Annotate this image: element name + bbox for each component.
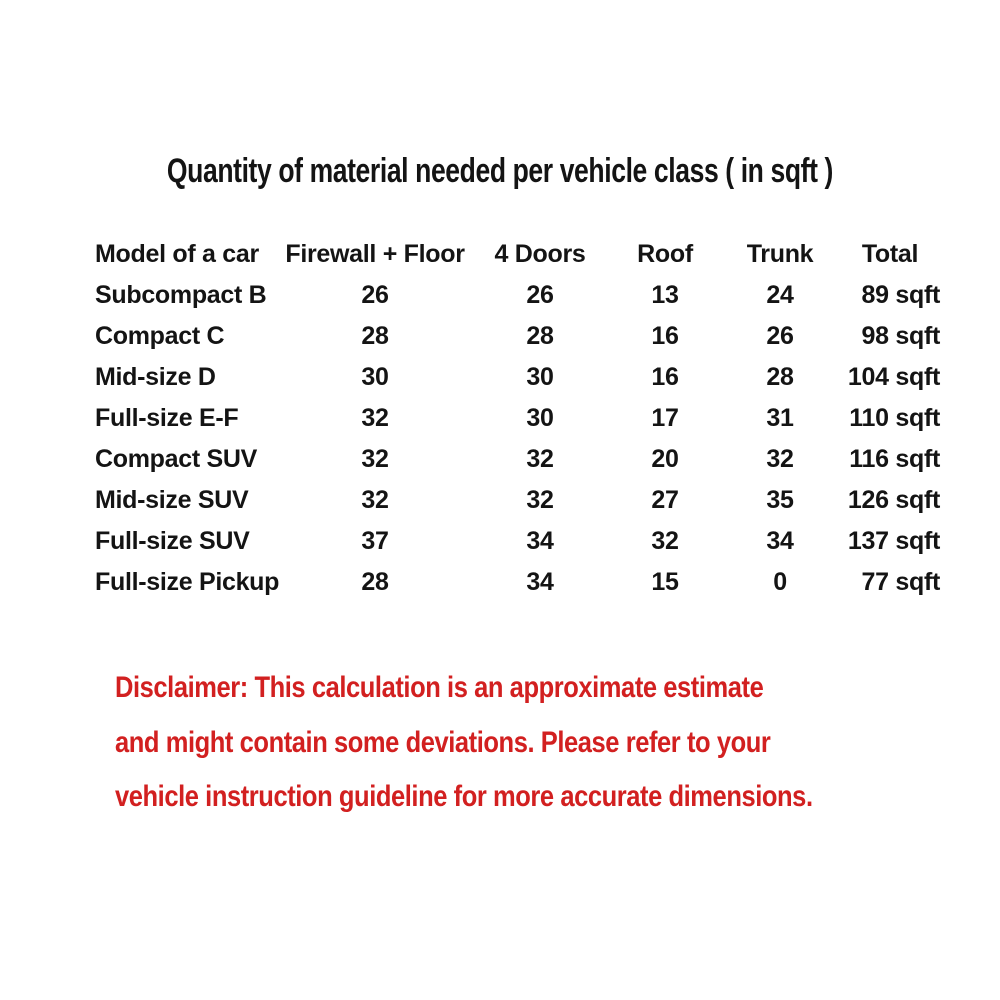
- cell-trunk: 26: [766, 322, 794, 350]
- cell-trunk: 28: [766, 363, 794, 391]
- disclaimer-line: [115, 661, 1000, 716]
- cell-total: 137 sqft: [847, 527, 940, 555]
- cell-4-doors: 26: [526, 281, 554, 309]
- cell-firewall-floor: 28: [361, 322, 389, 350]
- cell-trunk: 31: [766, 404, 794, 432]
- cell-total: 116 sqft: [849, 445, 940, 473]
- cell-total: 104 sqft: [847, 363, 940, 391]
- cell-4-doors: 28: [526, 322, 554, 350]
- material-quantity-table: [95, 234, 940, 603]
- cell-model: Full-size Pickup: [95, 568, 280, 596]
- table-row: [95, 480, 940, 521]
- cell-model: Mid-size D: [95, 363, 216, 391]
- cell-4-doors: 32: [526, 445, 554, 473]
- column-header-roof: Roof: [637, 240, 693, 268]
- disclaimer-line: [115, 716, 1000, 771]
- cell-firewall-floor: 30: [361, 363, 389, 391]
- column-header-4-doors: 4 Doors: [494, 240, 586, 268]
- cell-firewall-floor: 28: [361, 568, 389, 596]
- column-header-trunk: Trunk: [746, 240, 814, 268]
- cell-4-doors: 34: [526, 568, 554, 596]
- cell-total: 126 sqft: [847, 486, 940, 514]
- cell-total: 77 sqft: [861, 568, 940, 596]
- cell-firewall-floor: 32: [361, 445, 389, 473]
- cell-total: 98 sqft: [861, 322, 940, 350]
- table-row: [95, 521, 940, 562]
- cell-firewall-floor: 32: [361, 404, 389, 432]
- cell-roof: 16: [651, 363, 679, 391]
- cell-roof: 27: [651, 486, 679, 514]
- cell-model: Subcompact B: [95, 281, 267, 309]
- table-row: [95, 275, 940, 316]
- cell-4-doors: 30: [526, 363, 554, 391]
- table-header-row: [95, 234, 940, 275]
- cell-model: Full-size SUV: [95, 527, 250, 555]
- column-header-model: Model of a car: [95, 240, 259, 268]
- table-row: [95, 398, 940, 439]
- cell-roof: 17: [651, 404, 679, 432]
- disclaimer-line-text: vehicle instruction guideline for more accurate dimensions.: [115, 780, 813, 813]
- table-row: [95, 562, 940, 603]
- table-row: [95, 316, 940, 357]
- cell-firewall-floor: 26: [361, 281, 389, 309]
- column-header-firewall-floor: Firewall + Floor: [285, 240, 465, 268]
- cell-trunk: 24: [766, 281, 794, 309]
- cell-roof: 13: [651, 281, 679, 309]
- cell-total: 89 sqft: [861, 281, 940, 309]
- cell-model: Mid-size SUV: [95, 486, 249, 514]
- cell-4-doors: 34: [526, 527, 554, 555]
- table-body: [95, 275, 940, 603]
- cell-trunk: 35: [766, 486, 794, 514]
- cell-trunk: 0: [773, 568, 787, 596]
- disclaimer-line-text: Disclaimer: This calculation is an approximate estimate: [115, 671, 764, 704]
- cell-roof: 16: [651, 322, 679, 350]
- table-header: [95, 234, 940, 275]
- disclaimer-text: [115, 661, 1000, 825]
- disclaimer-line-text: and might contain some deviations. Please refer to your: [115, 725, 771, 759]
- cell-model: Compact SUV: [95, 445, 258, 473]
- cell-total: 110 sqft: [849, 404, 940, 432]
- cell-firewall-floor: 37: [361, 527, 389, 555]
- column-header-total: Total: [861, 240, 919, 268]
- cell-roof: 20: [651, 445, 679, 473]
- cell-4-doors: 30: [526, 404, 554, 432]
- cell-roof: 15: [651, 568, 679, 596]
- disclaimer-line: [115, 770, 1000, 825]
- cell-model: Compact C: [95, 322, 225, 350]
- cell-model: Full-size E-F: [95, 404, 239, 432]
- cell-4-doors: 32: [526, 486, 554, 514]
- table-row: [95, 357, 940, 398]
- page-title-text: Quantity of material needed per vehicle class ( in sqft ): [166, 152, 833, 190]
- cell-roof: 32: [651, 527, 679, 555]
- cell-trunk: 34: [766, 527, 794, 555]
- cell-trunk: 32: [766, 445, 794, 473]
- page-title: [0, 148, 1000, 194]
- cell-firewall-floor: 32: [361, 486, 389, 514]
- table-row: [95, 439, 940, 480]
